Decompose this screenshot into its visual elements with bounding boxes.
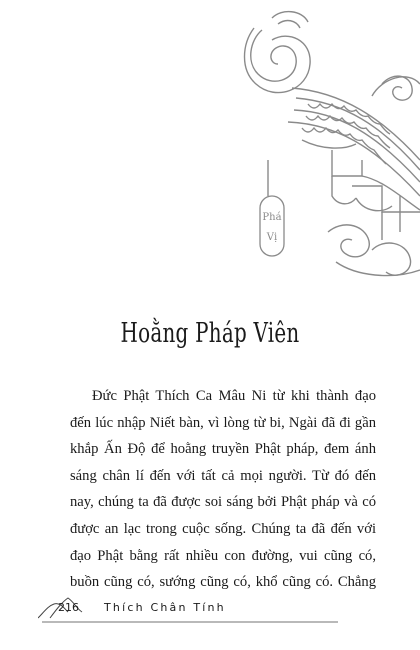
body-line: nay, chúng ta đã được soi sáng bởi Phật pháp và có bbox=[70, 494, 376, 511]
body-line: đến lúc nhập Niết bàn, vì lòng từ bi, Ngài đã đi gần bbox=[70, 414, 376, 431]
svg-text:Phá: Phá bbox=[262, 212, 282, 223]
svg-text:Vị: Vị bbox=[266, 232, 278, 243]
body-line: đạo Phật bằng rất nhiều con đường, vui cũng có, bbox=[70, 547, 376, 564]
page-number: 216 bbox=[58, 601, 79, 614]
body-line: buồn cũng có, sướng cũng có, khổ cũng có. Chẳng bbox=[70, 574, 376, 591]
body-line: được an lạc trong cuộc sống. Chúng ta đã đến với bbox=[70, 520, 376, 537]
seal-stamp-icon bbox=[258, 194, 286, 258]
chapter-title: Hoằng Pháp Viên bbox=[120, 318, 300, 349]
running-author: Thích Chân Tính bbox=[104, 601, 226, 614]
body-line: khắp Ấn Độ để hoằng truyền Phật pháp, đem ánh bbox=[70, 441, 376, 458]
body-line: sáng chân lí đến với tất cả mọi người. Từ đó đến bbox=[70, 467, 376, 484]
body-paragraph bbox=[70, 383, 376, 596]
body-line: Đức Phật Thích Ca Mâu Ni từ khi thành đạo bbox=[92, 388, 376, 404]
